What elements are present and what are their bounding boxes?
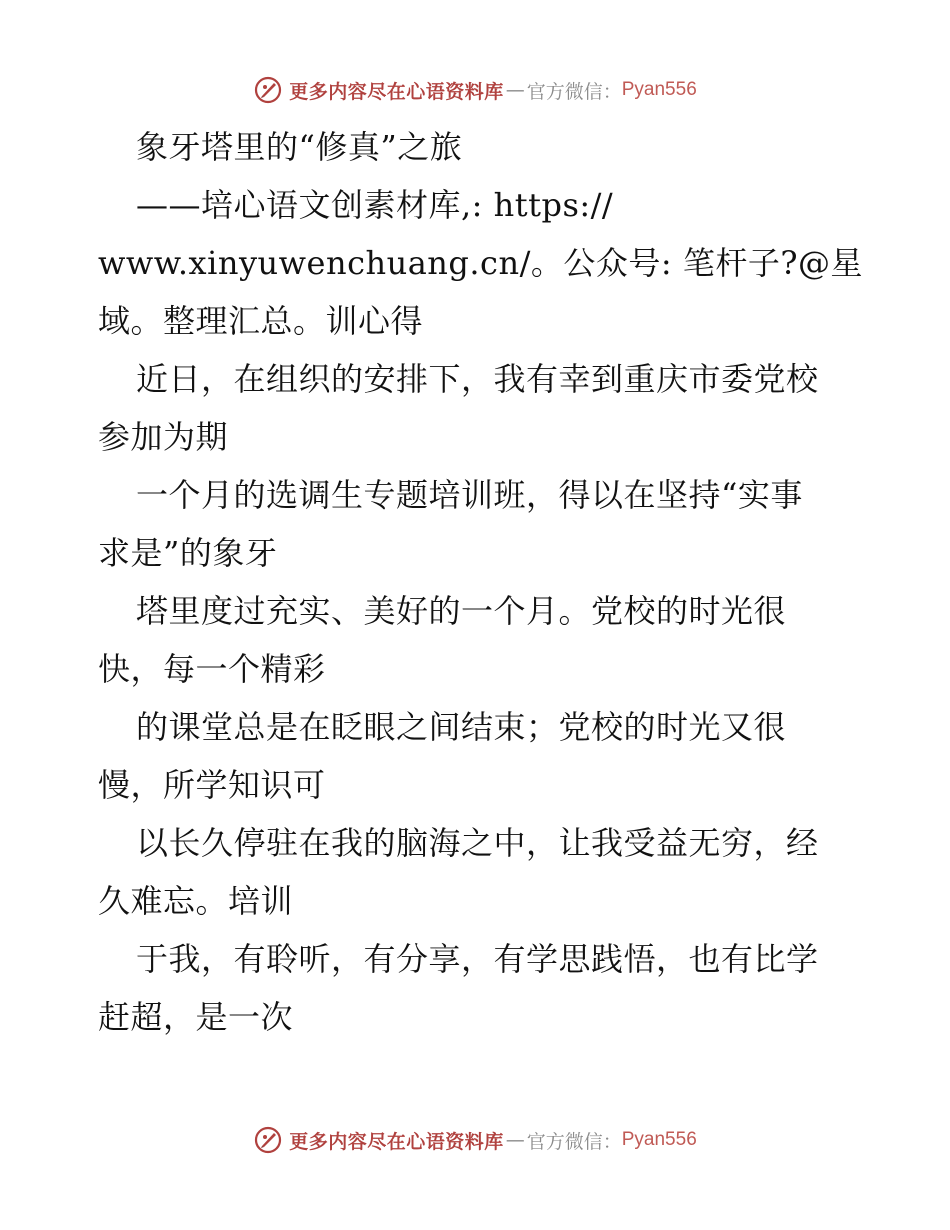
banner-wechat-id: Pyan556 <box>621 1129 697 1150</box>
footer-banner <box>0 1122 950 1158</box>
document-line: 求是”的象牙 <box>98 534 278 572</box>
document-line: 域。整理汇总。训心得 <box>98 302 424 340</box>
document-title: 象牙塔里的“修真”之旅 <box>136 128 463 166</box>
quill-logo-icon <box>253 1125 283 1155</box>
document-line: 赶超，是一次 <box>98 998 294 1036</box>
document-line: www.xinyuwenchuang.cn/。公众号: 笔杆子?@星 <box>98 244 863 282</box>
document-line: 久难忘。培训 <box>98 882 294 920</box>
header-banner <box>0 72 950 108</box>
document-line: 近日，在组织的安排下，我有幸到重庆市委党校 <box>136 360 819 398</box>
banner-wechat-label: 官方微信： <box>526 80 622 103</box>
banner-dash: — <box>505 79 525 101</box>
document-line: 以长久停驻在我的脑海之中，让我受益无穷，经 <box>136 824 819 862</box>
banner-brand-text: 更多内容尽在心语资料库 <box>289 80 504 103</box>
document-line: 的课堂总是在眨眼之间结束；党校的时光又很 <box>136 708 787 746</box>
quill-logo-icon <box>253 75 283 105</box>
banner-wechat-label: 官方微信： <box>526 1130 622 1153</box>
document-line: ——培心语文创素材库,: https:// <box>136 186 614 224</box>
document-line: 于我，有聆听，有分享，有学思践悟，也有比学 <box>136 940 819 978</box>
banner-brand-text: 更多内容尽在心语资料库 <box>289 1130 504 1153</box>
banner-wechat-id: Pyan556 <box>621 79 697 100</box>
document-body <box>98 118 863 1046</box>
banner-dash: — <box>505 1129 525 1151</box>
document-line: 快，每一个精彩 <box>98 650 326 688</box>
document-line: 一个月的选调生专题培训班，得以在坚持“实事 <box>136 476 803 514</box>
document-line: 慢，所学知识可 <box>98 766 326 804</box>
document-line: 参加为期 <box>98 418 229 456</box>
document-line: 塔里度过充实、美好的一个月。党校的时光很 <box>136 592 787 630</box>
